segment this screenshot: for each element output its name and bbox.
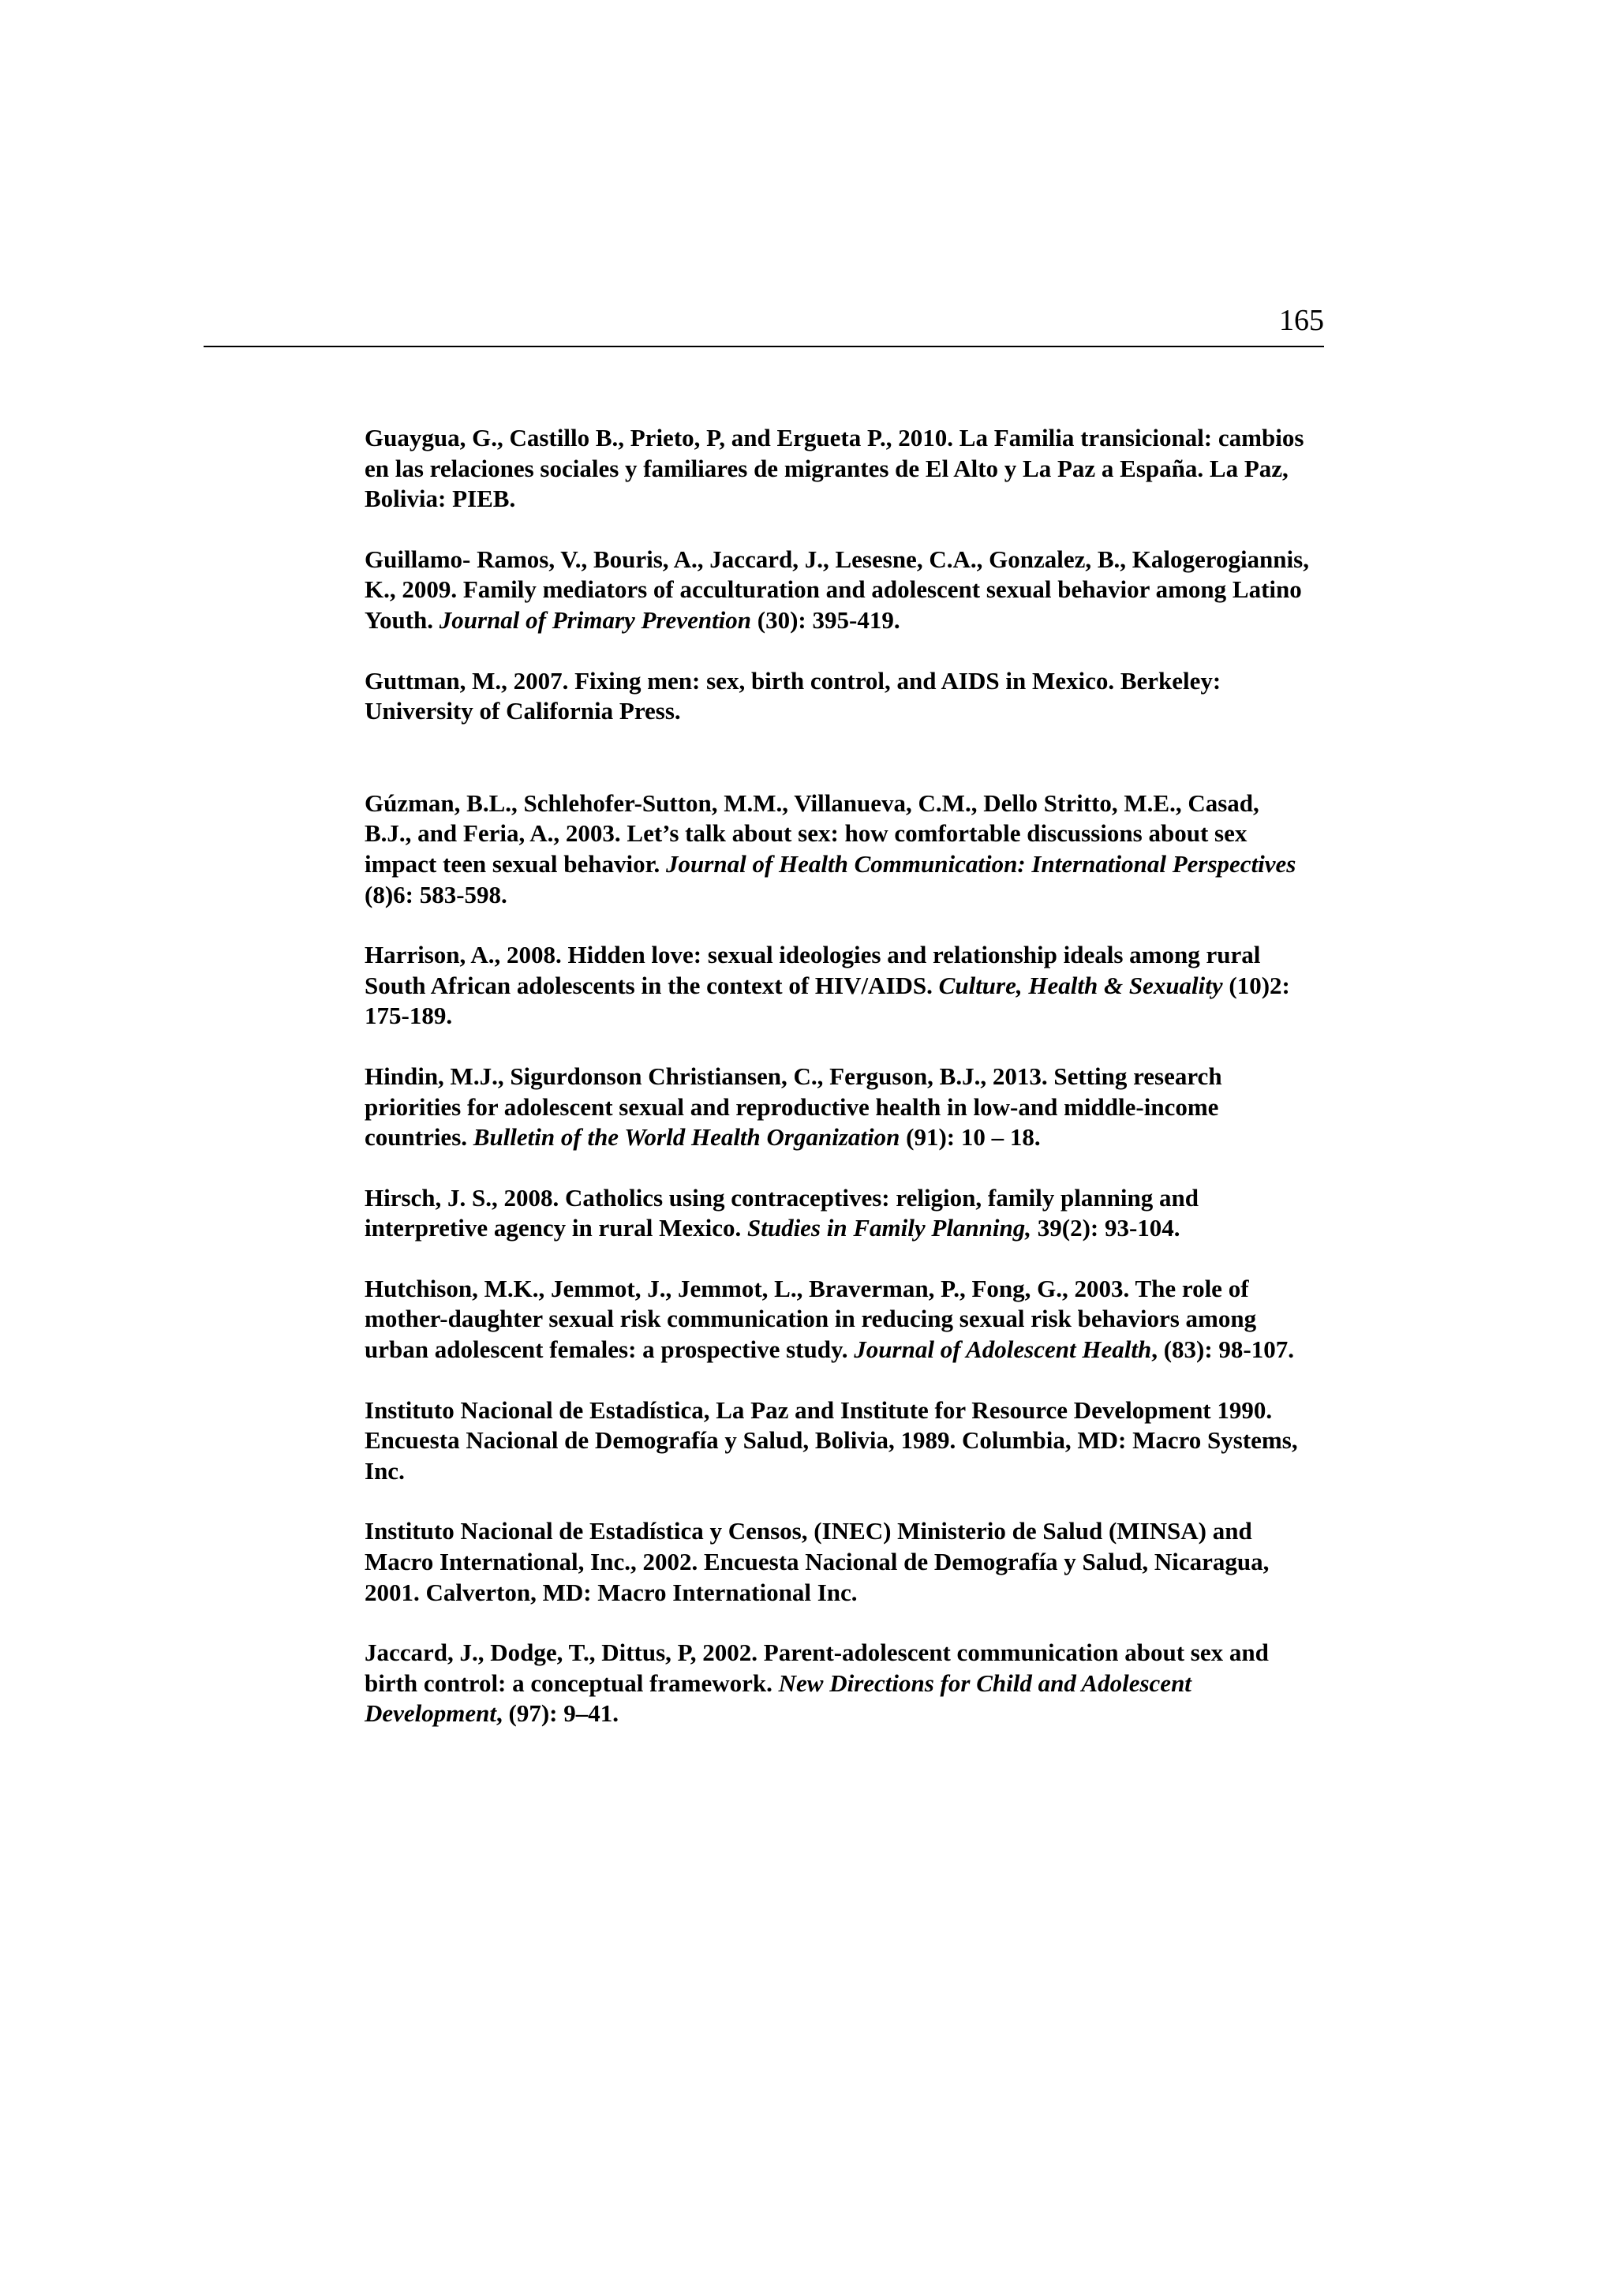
journal-title: Culture, Health & Sexuality — [938, 971, 1223, 999]
reference-entry-guttman — [365, 666, 1311, 727]
journal-title: Studies in Family Planning, — [746, 1214, 1032, 1242]
reference-entry-hindin — [365, 1062, 1311, 1153]
reference-text: Hindin, M.J., Sigurdonson Christiansen, C., Ferguson, B.J., 2013. Setting research priorities for adolescent sexual and reproductive health in low-and middle-income countries. — [365, 1062, 1222, 1152]
reference-text: Instituto Nacional de Estadística y Censos, (INEC) Ministerio de Salud (MINSA) and Macro International, Inc., 2002. Encuesta Nacional de Demografía y Salud, Nicaragua, 2001. Calverton, MD: Macro International Inc. — [365, 1517, 1270, 1606]
page-header — [204, 300, 1324, 347]
reference-text: Guttman, M., 2007. Fixing men: sex, birth control, and AIDS in Mexico. Berkeley: University of California Press. — [365, 666, 1221, 725]
journal-title: Journal of Primary Prevention — [439, 605, 752, 634]
reference-entry-hutchison — [365, 1274, 1311, 1365]
reference-entry-guaygua — [365, 423, 1311, 515]
reference-text: (10)2: 175-189. — [365, 971, 1290, 1030]
journal-title: Bulletin of the World Health Organization — [473, 1123, 900, 1152]
reference-text: Hutchison, M.K., Jemmot, J., Jemmot, L., Braverman, P., Fong, G., 2003. The role of mother-daughter sexual risk communication in reducing sexual risk behaviors among urban adolescent females: a prospective study. — [365, 1274, 1257, 1364]
reference-text: Harrison, A., 2008. Hidden love: sexual ideologies and relationship ideals among rural South African adolescents in the context of HIV/AIDS. — [365, 941, 1261, 999]
reference-list — [365, 423, 1311, 1759]
reference-text: (30): 395-419. — [751, 605, 900, 634]
reference-text: Guaygua, G., Castillo B., Prieto, P, and Ergueta P., 2010. La Familia transicional: cambios en las relaciones sociales y familiares de migrantes de El Alto y La Paz a España. La Paz, Bolivia: PIEB. — [365, 424, 1304, 513]
reference-text: (91): 10 – 18. — [900, 1123, 1041, 1152]
journal-title: New Directions for Child and Adolescent Development — [365, 1669, 1191, 1728]
journal-title: Journal of Health Communication: International Perspectives — [666, 849, 1296, 878]
reference-entry-inec-nicaragua — [365, 1516, 1311, 1608]
page-number: 165 — [1279, 304, 1324, 337]
reference-entry-ine-bolivia — [365, 1395, 1311, 1487]
reference-entry-jaccard — [365, 1638, 1311, 1729]
reference-text: Hirsch, J. S., 2008. Catholics using contraceptives: religion, family planning and interpretive agency in rural Mexico. — [365, 1183, 1199, 1242]
reference-entry-hirsch — [365, 1183, 1311, 1244]
reference-text: Instituto Nacional de Estadística, La Paz and Institute for Resource Development 1990. Encuesta Nacional de Demografía y Salud, Bolivia, 1989. Columbia, MD: Macro Systems, Inc. — [365, 1395, 1298, 1485]
reference-entry-guillamo — [365, 545, 1311, 636]
reference-text: Guillamo- Ramos, V., Bouris, A., Jaccard, J., Lesesne, C.A., Gonzalez, B., Kalogerogiannis, K., 2009. Family mediators of acculturation and adolescent sexual behavior among Latino Youth. — [365, 545, 1309, 634]
reference-text: Jaccard, J., Dodge, T., Dittus, P, 2002. Parent-adolescent communication about sex and birth control: a conceptual framework. — [365, 1639, 1269, 1697]
reference-text: (8)6: 583-598. — [365, 880, 507, 908]
reference-text: , (97): 9–41. — [496, 1699, 619, 1728]
journal-title: Journal of Adolescent Health — [854, 1335, 1152, 1364]
reference-entry-harrison — [365, 940, 1311, 1032]
reference-entry-guzman — [365, 788, 1311, 910]
reference-text: Gúzman, B.L., Schlehofer-Sutton, M.M., Villanueva, C.M., Dello Stritto, M.E., Casad, B.J., and Feria, A., 2003. Let’s talk about sex: how comfortable discussions about sex impact teen sexual behavior. — [365, 788, 1259, 878]
reference-text: 39(2): 93-104. — [1031, 1214, 1180, 1242]
reference-text: , (83): 98-107. — [1151, 1335, 1294, 1364]
